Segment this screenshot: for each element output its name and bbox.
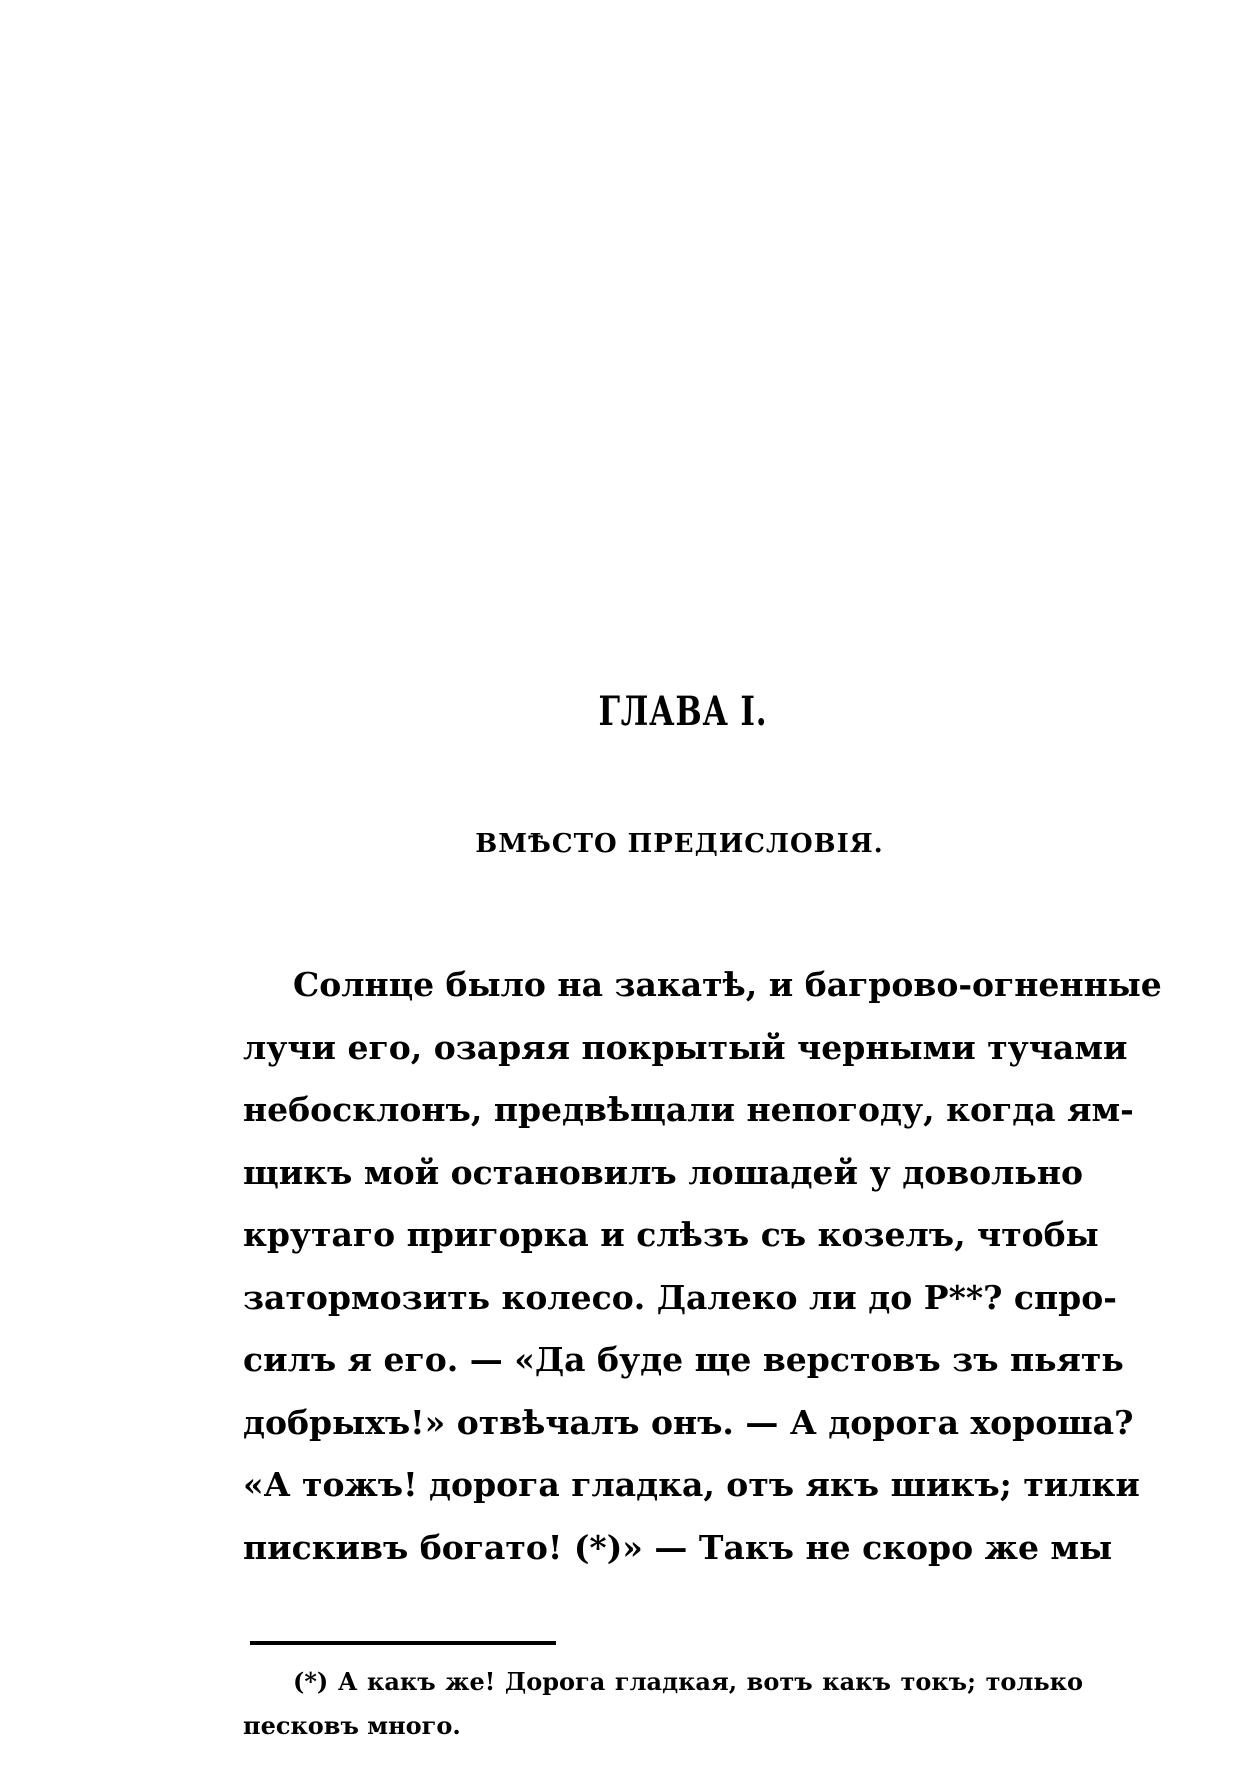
text-line: добрыхъ!» отвѣчалъ онъ. — А дорога хороша? bbox=[243, 1402, 1134, 1442]
text-line: Солнце было на закатѣ, и багрово-огненные bbox=[293, 965, 1162, 1004]
chapter-subtitle: ВМѢСТО ПРЕДИСЛОВІЯ. bbox=[475, 829, 884, 859]
chapter-title: ГЛАВА I. bbox=[598, 688, 768, 735]
text-line: затормозить колесо. Далеко ли до Р**? спро- bbox=[243, 1277, 1117, 1317]
text-line: пискивъ богато! (*)» — Такъ не скоро же мы bbox=[243, 1527, 1113, 1567]
footnote-line: (*) А какъ же! Дорога гладкая, вотъ какъ токъ; только bbox=[293, 1667, 1083, 1696]
footnote bbox=[243, 1660, 1083, 1748]
text-line: «А тожъ! дорога гладка, отъ якъ шикъ; тилки bbox=[243, 1465, 1140, 1504]
footnote-divider bbox=[250, 1641, 556, 1645]
text-line: силъ я его. — «Да буде ще верстовъ зъ пьять bbox=[243, 1340, 1124, 1379]
text-line: лучи его, озаряя покрытый черными тучами bbox=[243, 1027, 1128, 1067]
footnote-line: песковъ много. bbox=[243, 1711, 461, 1740]
text-line: щикъ мой остановилъ лошадей у довольно bbox=[243, 1152, 1083, 1192]
body-paragraph bbox=[243, 954, 1162, 1579]
text-line: небосклонъ, предвѣщали непогоду, когда ям- bbox=[243, 1090, 1134, 1129]
text-line: крутаго пригорка и слѣзъ съ козелъ, чтобы bbox=[243, 1215, 1099, 1254]
